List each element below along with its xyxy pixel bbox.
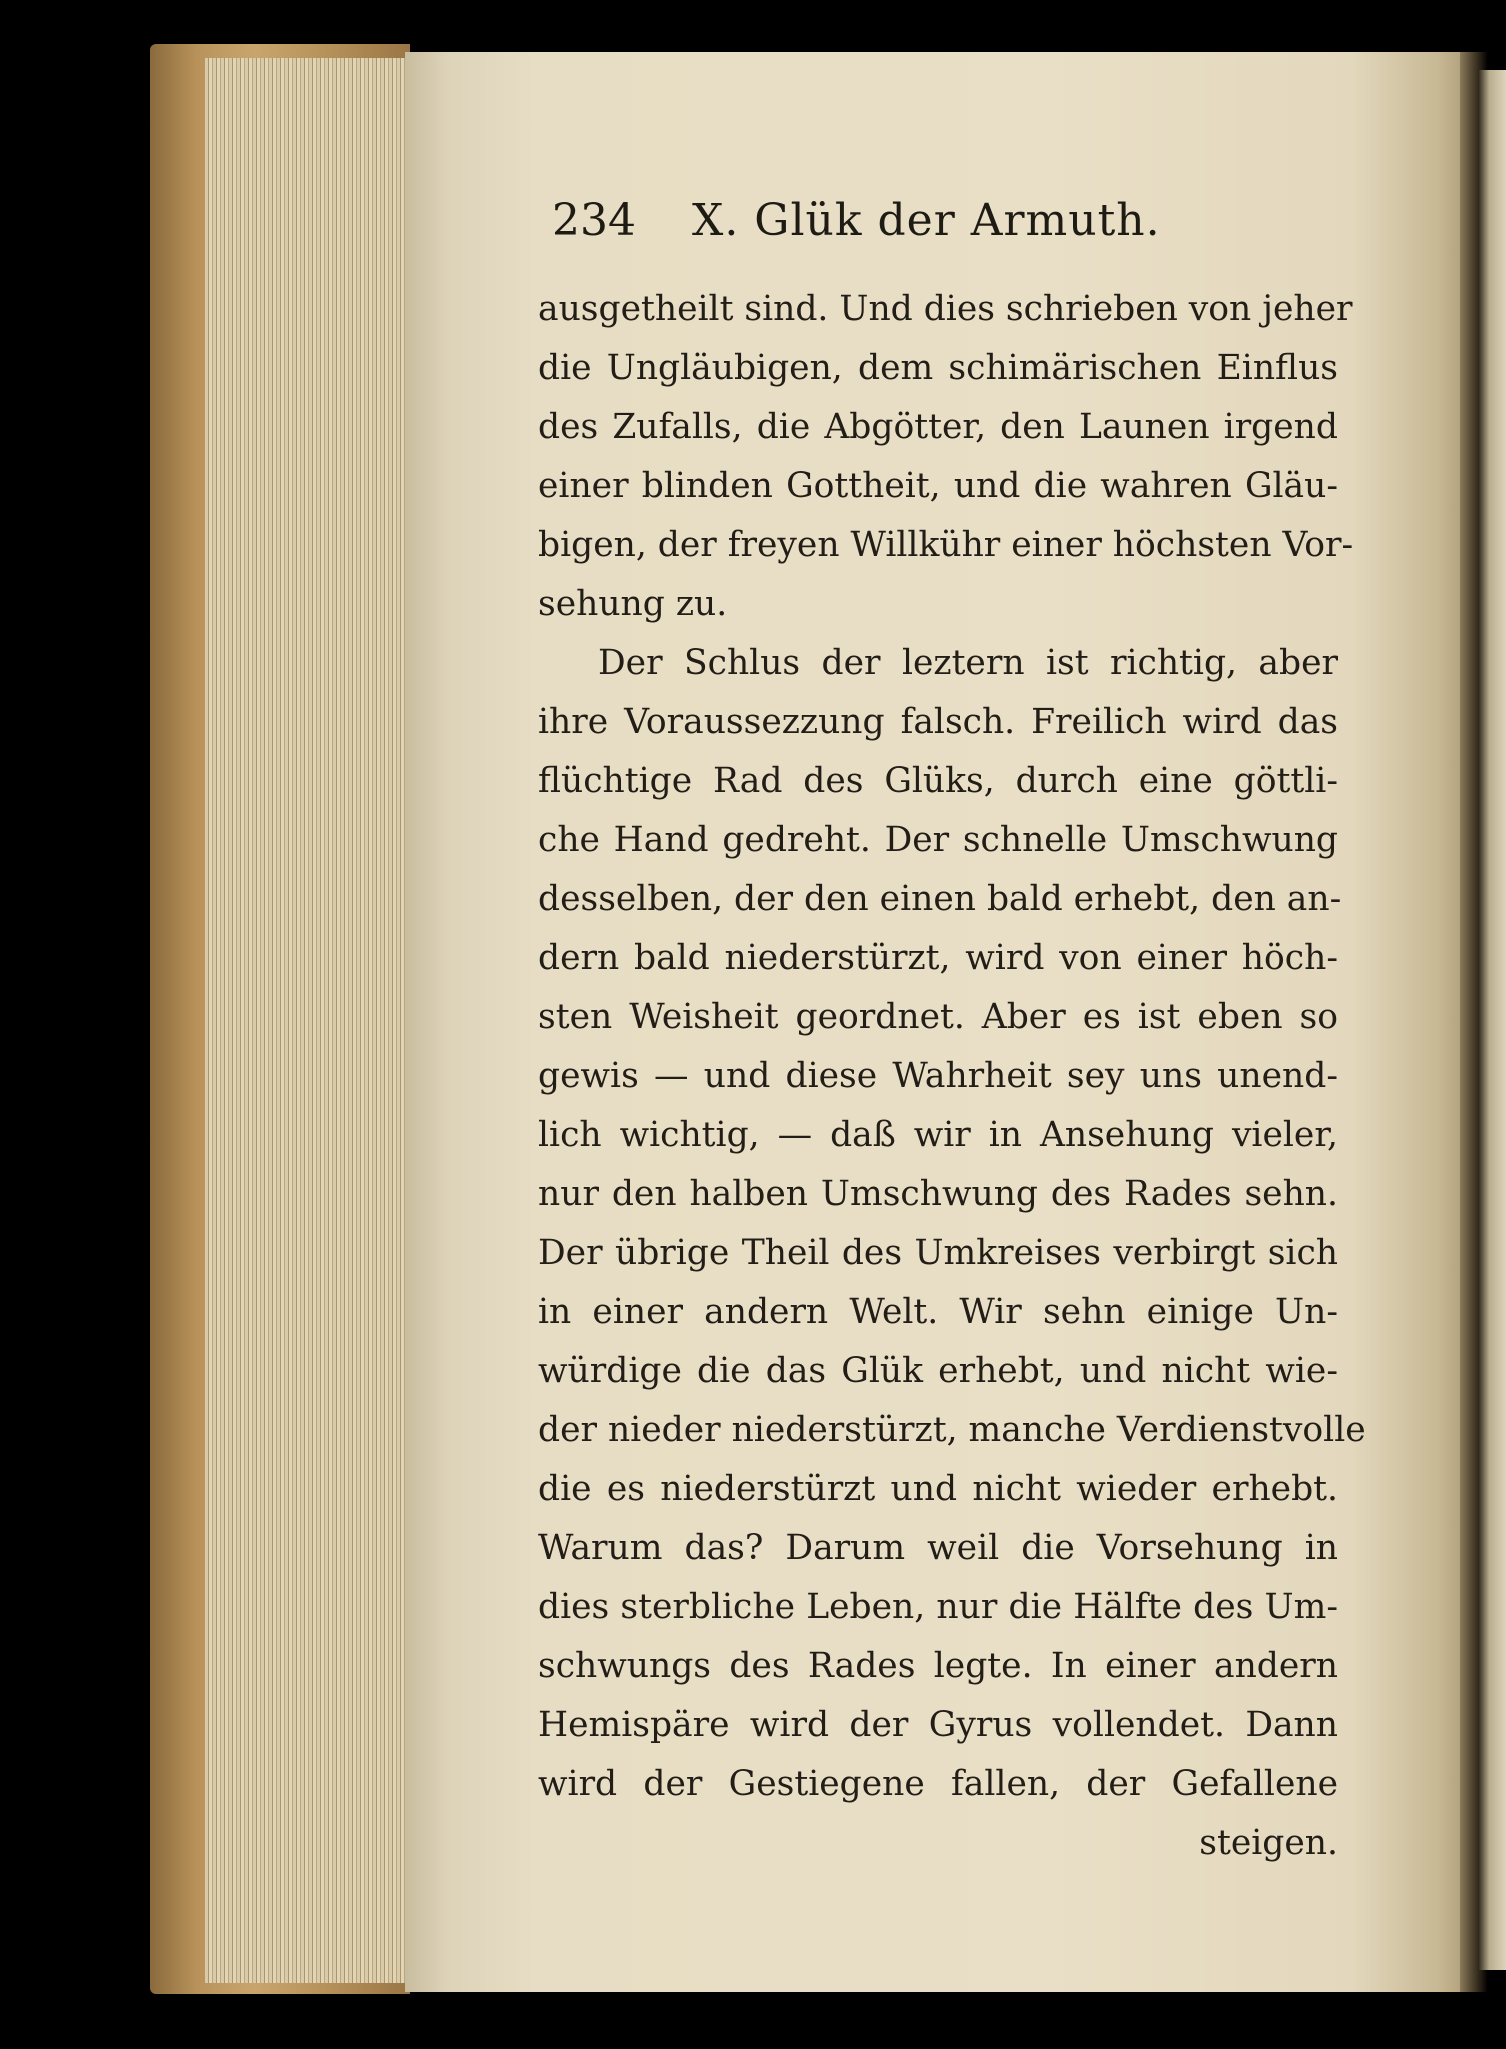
text-line: die es niederstürzt und nicht wieder erhebt. xyxy=(538,1469,1338,1509)
text-line: flüchtige Rad des Glüks, durch eine göttli- xyxy=(538,761,1338,801)
text-line: sehung zu. xyxy=(538,584,728,624)
text-line: schwungs des Rades legte. In einer andern xyxy=(538,1646,1338,1686)
text-line: Warum das? Darum weil die Vorsehung in xyxy=(538,1528,1338,1568)
text-line: ihre Voraussezzung falsch. Freilich wird das xyxy=(538,702,1338,742)
text-line: nur den halben Umschwung des Rades sehn. xyxy=(538,1174,1338,1214)
text-line: Hemispäre wird der Gyrus vollendet. Dann xyxy=(538,1705,1338,1745)
text-line: einer blinden Gottheit, und die wahren Gläu- xyxy=(538,466,1338,506)
page-number: 234 xyxy=(552,195,636,246)
page-stack-edges xyxy=(205,58,410,1983)
text-line: des Zufalls, die Abgötter, den Launen irgend xyxy=(538,407,1338,447)
text-line: Der Schlus der leztern ist richtig, aber xyxy=(598,643,1338,683)
text-line: der nieder niederstürzt, manche Verdienstvolle xyxy=(538,1410,1366,1450)
text-line: dies sterbliche Leben, nur die Hälfte des Um- xyxy=(538,1587,1338,1627)
text-line: Der übrige Theil des Umkreises verbirgt sich xyxy=(538,1233,1338,1273)
text-line: bigen, der freyen Willkühr einer höchsten Vor- xyxy=(538,525,1354,565)
body-text xyxy=(538,280,1366,1873)
text-line: wird der Gestiegene fallen, der Gefallene xyxy=(538,1764,1338,1804)
text-line: desselben, der den einen bald erhebt, den an- xyxy=(538,879,1342,919)
running-head xyxy=(552,195,1372,251)
text-line: die Ungläubigen, dem schimärischen Einflus xyxy=(538,348,1338,388)
text-line: ausgetheilt sind. Und dies schrieben von jeher xyxy=(538,289,1353,329)
text-line: dern bald niederstürzt, wird von einer höch- xyxy=(538,938,1338,978)
text-line: sten Weisheit geordnet. Aber es ist eben so xyxy=(538,997,1338,1037)
text-line: würdige die das Glük erhebt, und nicht wie- xyxy=(538,1351,1338,1391)
text-line: gewis — und diese Wahrheit sey uns unend- xyxy=(538,1056,1338,1096)
chapter-title: X. Glük der Armuth. xyxy=(692,195,1161,246)
text-line: steigen. xyxy=(1199,1823,1338,1863)
facing-page-edge xyxy=(1478,70,1506,1970)
text-line: lich wichtig, — daß wir in Ansehung vieler, xyxy=(538,1115,1338,1155)
text-line: in einer andern Welt. Wir sehn einige Un- xyxy=(538,1292,1338,1332)
text-line: che Hand gedreht. Der schnelle Umschwung xyxy=(538,820,1338,860)
